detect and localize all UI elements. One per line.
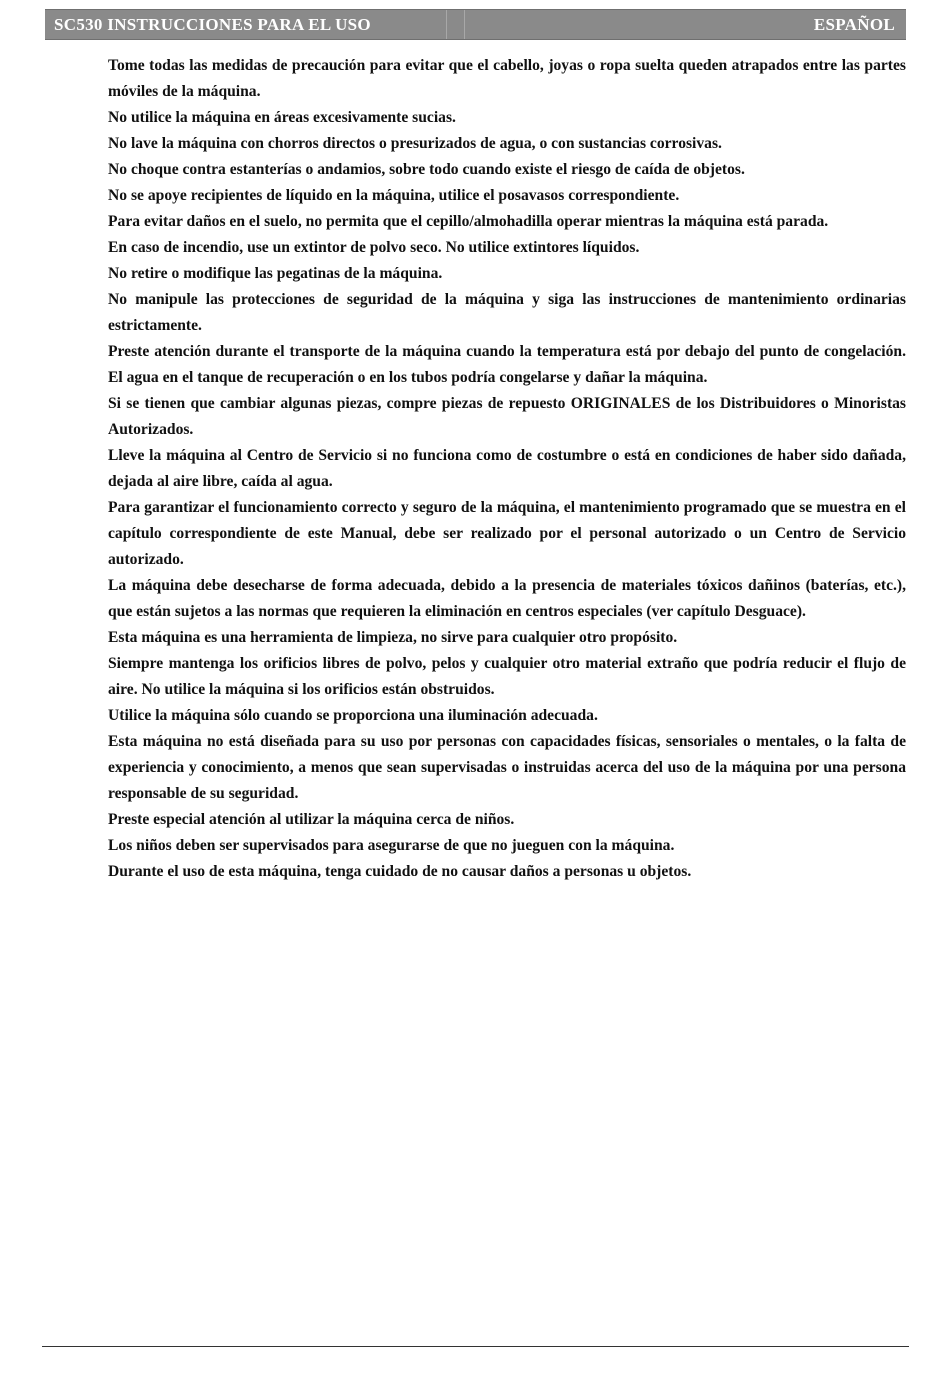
instruction-paragraph: Utilice la máquina sólo cuando se proporciona una iluminación adecuada. (108, 707, 598, 724)
page-header (45, 9, 906, 40)
instruction-paragraph: Para garantizar el funcionamiento correcto y seguro de la máquina, el mantenimiento programado que se muestra en el capítulo correspondiente de este Manual, debe ser realizado por el personal autorizado o un Centro de Servicio autorizado. (108, 499, 906, 568)
safety-instructions (108, 53, 906, 885)
instruction-paragraph: Esta máquina no está diseñada para su uso por personas con capacidades físicas, sensoriales o mentales, o la falta de experiencia y conocimiento, a menos que sean supervisadas o instruidas acerca del uso de la máquina por una persona responsable de su seguridad. (108, 733, 906, 802)
instruction-paragraph: Esta máquina es una herramienta de limpieza, no sirve para cualquier otro propósito. (108, 629, 678, 646)
instruction-paragraph: Los niños deben ser supervisados para asegurarse de que no jueguen con la máquina. (108, 837, 675, 854)
instruction-paragraph: Si se tienen que cambiar algunas piezas, compre piezas de repuesto ORIGINALES de los Distribuidores o Minoristas Autorizados. (108, 395, 906, 438)
instruction-paragraph: No lave la máquina con chorros directos o presurizados de agua, o con sustancias corrosivas. (108, 135, 722, 152)
instruction-paragraph: No choque contra estanterías o andamios, sobre todo cuando existe el riesgo de caída de objetos. (108, 161, 745, 178)
instruction-paragraph: No manipule las protecciones de seguridad de la máquina y siga las instrucciones de mantenimiento ordinarias estrictamente. (108, 291, 906, 334)
instruction-paragraph: Durante el uso de esta máquina, tenga cuidado de no causar daños a personas u objetos. (108, 863, 692, 880)
instruction-paragraph: Preste atención durante el transporte de la máquina cuando la temperatura está por debajo del punto de congelación. El agua en el tanque de recuperación o en los tubos podría congelarse y dañar la máquina. (108, 343, 906, 386)
instruction-paragraph: Tome todas las medidas de precaución para evitar que el cabello, joyas o ropa suelta queden atrapados entre las partes móviles de la máquina. (108, 57, 906, 100)
instruction-paragraph: Lleve la máquina al Centro de Servicio si no funciona como de costumbre o está en condiciones de haber sido dañada, dejada al aire libre, caída al agua. (108, 447, 906, 490)
instruction-paragraph: No retire o modifique las pegatinas de la máquina. (108, 265, 443, 282)
instruction-paragraph: No utilice la máquina en áreas excesivamente sucias. (108, 109, 456, 126)
language-label: ESPAÑOL (813, 15, 895, 34)
header-divider (446, 10, 447, 39)
document-title: SC530 INSTRUCCIONES PARA EL USO (54, 15, 371, 34)
footer-rule (42, 1346, 909, 1347)
instruction-paragraph: No se apoye recipientes de líquido en la máquina, utilice el posavasos correspondiente. (108, 187, 680, 204)
instruction-paragraph: Preste especial atención al utilizar la máquina cerca de niños. (108, 811, 515, 828)
header-divider (464, 10, 465, 39)
instruction-paragraph: Siempre mantenga los orificios libres de polvo, pelos y cualquier otro material extraño que podría reducir el flujo de aire. No utilice la máquina si los orificios están obstruidos. (108, 655, 906, 698)
instruction-paragraph: En caso de incendio, use un extintor de polvo seco. No utilice extintores líquidos. (108, 239, 640, 256)
instruction-paragraph: La máquina debe desecharse de forma adecuada, debido a la presencia de materiales tóxicos dañinos (baterías, etc.), que están sujetos a las normas que requieren la eliminación en centros especiales (ver capítulo Desguace). (108, 577, 906, 620)
instruction-paragraph: Para evitar daños en el suelo, no permita que el cepillo/almohadilla operar mientras la máquina está parada. (108, 213, 829, 230)
